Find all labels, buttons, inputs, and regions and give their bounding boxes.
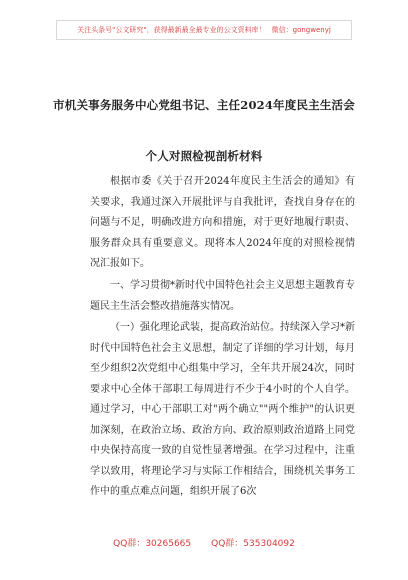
paragraph-intro: 根据市委《关于召开2024年度民主生活会的通知》有关要求，我通过深入开展批评与自我批评，查找自身存在的问题与不足，明确改进方向和措施，对于更好地履行职责、服务群众具有重要意义。现将本人2024年度的对照检视情况汇报如下。 [90, 176, 355, 269]
footer-qq-group-2: QQ群：535304092 [211, 539, 295, 549]
footer [0, 536, 408, 549]
document-subtitle: 个人对照检视剖析材料 [145, 149, 263, 163]
footer-qq-group-1: QQ群：30265665 [113, 539, 192, 549]
header-banner [56, 20, 352, 40]
banner-text: 关注头条号"公文研究"，获得最新最全最专业的公文资料库！ [77, 26, 266, 34]
paragraph-subsection: （一）强化理论武装，提高政治站位。持续深入学习*新时代中国特色社会主义思想，制定了详细的学习计划，每月至少组织2次党组中心组集中学习，全年共开展24次，同时要求中心全体干部职工每周进行不少于4小时的个人自学。通过学习，中心干部职工对"两个确立""两个维护"的认识更加深刻，在政治立场、政治方向、政治原则政治道路上同党中央保持高度一致的自觉性显著增强。在学习过程中，注重学以致用，将理论学习与实际工作相结合，围绕机关事务工作中的重点难点问题，组织开展了6次 [90, 322, 355, 497]
banner-wechat: 微信：gongwenyj [271, 26, 331, 34]
document-title: 市机关事务服务中心党组书记、主任2024年度民主生活会 [53, 98, 355, 112]
paragraph-section-heading: 一、学习贯彻*新时代中国特色社会主义思想主题教育专题民主生活会整改措施落实情况。 [90, 280, 355, 312]
